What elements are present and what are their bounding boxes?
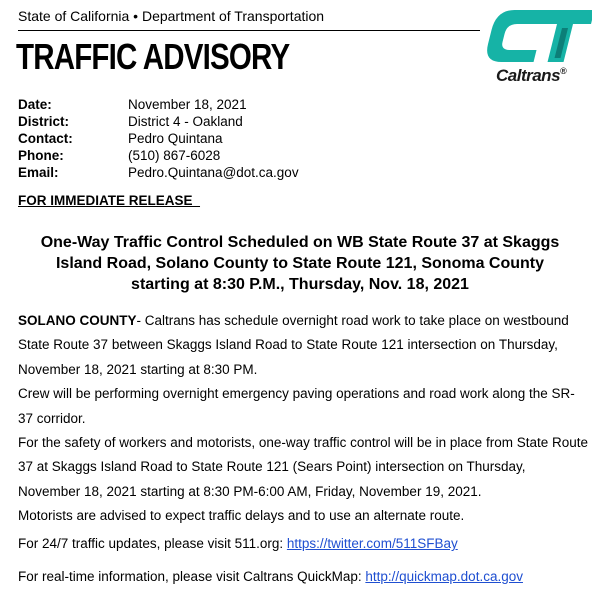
release-notice: FOR IMMEDIATE RELEASE: [18, 193, 201, 208]
meta-label: Contact:: [18, 131, 73, 146]
body-paragraph: For the safety of workers and motorists, one-way traffic control will be in place from State Route 37 at Skaggs Island Road to State Route 121 (Sears Point) intersection on Thursday, November 18, 2021 starting at 8:30 PM-6:00 AM, Friday, November 19, 2021.: [18, 435, 588, 499]
meta-value: Pedro Quintana: [128, 131, 223, 146]
meta-label: Date:: [18, 97, 52, 112]
headline: [10, 232, 590, 295]
dateline: SOLANO COUNTY: [18, 313, 137, 328]
meta-label: Phone:: [18, 148, 64, 163]
meta-value: November 18, 2021: [128, 97, 247, 112]
meta-label: Email:: [18, 165, 59, 180]
document-title: TRAFFIC ADVISORY: [16, 36, 290, 77]
quickmap-link[interactable]: http://quickmap.dot.ca.gov: [365, 569, 523, 584]
meta-value: (510) 867-6028: [128, 148, 221, 163]
headline-line: Island Road, Solano County to State Route 121, Sonoma County: [55, 255, 545, 272]
body-paragraph: Motorists are advised to expect traffic delays and to use an alternate route.: [18, 508, 465, 524]
traffic-updates-line: [18, 536, 458, 551]
logo-text: Caltrans: [496, 66, 561, 85]
updates-text: For 24/7 traffic updates, please visit 511.org:: [18, 536, 287, 551]
body-paragraph: [18, 309, 588, 382]
meta-value: District 4 - Oakland: [128, 114, 243, 129]
meta-phone-row: [18, 147, 299, 164]
logo-registered-mark: ®: [560, 66, 567, 76]
meta-email-row: [18, 164, 299, 181]
headline-line: One-Way Traffic Control Scheduled on WB State Route 37 at Skaggs: [40, 234, 560, 251]
body-paragraph: Crew will be performing overnight emergency paving operations and road work along the SR-37 corridor.: [18, 386, 575, 426]
meta-contact-row: [18, 130, 299, 147]
advisory-body: [18, 309, 588, 529]
quickmap-text: For real-time information, please visit Caltrans QuickMap:: [18, 569, 366, 584]
caltrans-wordmark: [496, 66, 566, 86]
logo-c-shape: [484, 10, 547, 62]
meta-value: Pedro.Quintana@dot.ca.gov: [128, 165, 299, 180]
meta-date-row: [18, 96, 299, 113]
meta-district-row: [18, 113, 299, 130]
agency-line: State of California • Department of Transportation: [18, 8, 325, 24]
header-rule: [18, 30, 480, 31]
quickmap-line: [18, 569, 523, 584]
headline-line: starting at 8:30 P.M., Thursday, Nov. 18, 2021: [131, 276, 469, 293]
body-text: - Caltrans has schedule overnight road work to take place on westbound State Route 37 between Skaggs Island Road to State Route 121 intersection on Thursday, November 18, 2021 starting at 8:30 PM.: [18, 313, 569, 377]
meta-label: District:: [18, 114, 70, 129]
twitter-link[interactable]: https://twitter.com/511SFBay: [286, 536, 458, 551]
contact-details: [18, 96, 299, 181]
